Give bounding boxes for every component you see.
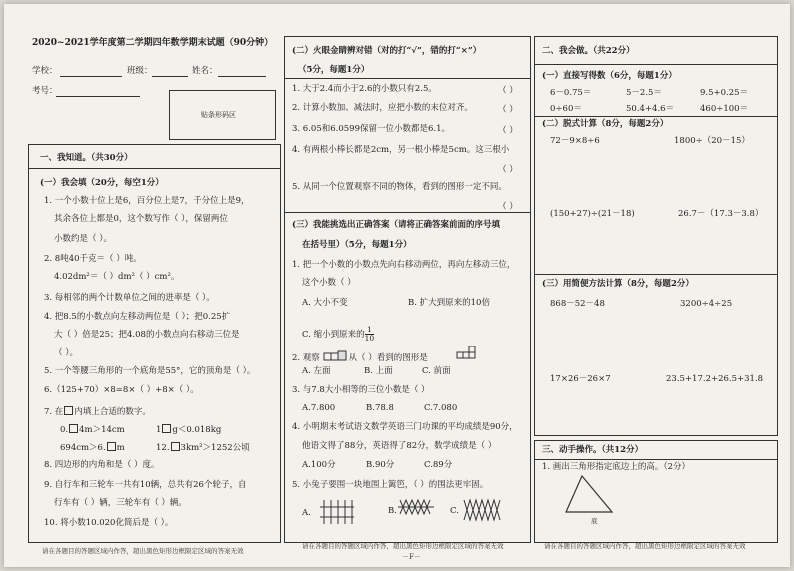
cube-stack-figure xyxy=(323,350,349,362)
choice-q2-option-a[interactable]: A. 左面 xyxy=(302,366,331,376)
question-9-cont: 行车有（ ）辆，三轮车有（ ）辆。 xyxy=(54,498,187,508)
direct-calc-item: 9.5+0.25＝ xyxy=(700,88,749,98)
hands-on-q1: 1. 画出三角形指定底边上的高。（2分） xyxy=(542,462,690,472)
simplify-calc-title: (三）用简便方法计算（8分，每题2分） xyxy=(542,279,694,289)
section-three-title: (三）我能挑选出正确答案（请将正确答案前面的序号填 xyxy=(292,220,501,230)
choice-q4-option-a[interactable]: A.100分 xyxy=(302,460,336,470)
exam-no-label: 考号： xyxy=(32,86,58,96)
q7-item-0: 0. 4m＞14cm xyxy=(60,425,125,435)
choice-q2-option-c[interactable]: C. 前面 xyxy=(422,366,451,376)
exam-no-field[interactable] xyxy=(56,87,140,97)
answer-paren[interactable]: （ ） xyxy=(498,105,518,115)
blank-box[interactable] xyxy=(64,406,73,415)
judge-item-1: 1. 大于2.4而小于2.6的小数只有2.5。 xyxy=(292,84,437,94)
triangle-figure xyxy=(564,474,614,516)
question-2-cont: 4.02dm²＝（ ）dm²（ ）cm²。 xyxy=(54,272,180,282)
choice-q4-option-b[interactable]: B.90分 xyxy=(366,460,395,470)
choice-q3-option-a[interactable]: A.7.800 xyxy=(302,403,336,413)
footer-note-middle: 请在各题目的答题区域内作答，超出黑色矩形边框限定区域的答案无效 xyxy=(302,542,504,550)
question-7: 7. 在 内填上合适的数字。 xyxy=(44,407,151,417)
vertical-calc-item: 1800÷（20－15） xyxy=(674,136,750,146)
divider xyxy=(534,64,777,65)
question-1: 1. 一个小数十位上是6，百分位上是7，千分位上是9， xyxy=(44,196,250,206)
vertical-calc-item: 72－9×8÷6 xyxy=(550,136,600,146)
judge-item-4: 4. 有两根小棒长都是2cm，另一根小棒是5cm。这三根小 xyxy=(292,145,510,155)
judge-item-2: 2. 计算小数加、减法时，应把小数的末位对齐。 xyxy=(292,103,473,113)
divider xyxy=(284,78,530,79)
hands-on-title: 三、动手操作。（共12分） xyxy=(542,445,644,455)
blank-box[interactable] xyxy=(162,424,171,433)
exam-title: 2020~2021学年度第二学期四年数学期末试题（90分钟） xyxy=(32,38,274,48)
fence-figure-a xyxy=(320,498,354,526)
page-number: －F－ xyxy=(402,553,421,561)
divider xyxy=(284,212,530,213)
exam-sheet xyxy=(4,4,790,567)
judge-item-5: 5. 从同一个位置观察不同的物体，看到的图形一定不同。 xyxy=(292,182,507,192)
choice-q1: 1. 把一个小数的小数点先向右移动两位，再向左移动三位， xyxy=(292,260,516,270)
section-three-subtitle: 在括号里）（5分，每题1分） xyxy=(302,240,412,250)
choice-q1-option-a[interactable]: A. 大小不变 xyxy=(302,298,348,308)
divider xyxy=(534,459,777,460)
vertical-calc-title: (二）脱式计算（8分，每题2分） xyxy=(542,119,669,129)
class-label: 班级： xyxy=(127,66,153,76)
direct-calc-title: (一）直接写得数（6分，每题1分） xyxy=(542,71,677,81)
divider xyxy=(534,116,777,117)
question-8: 8. 四边形的内角和是（ ）度。 xyxy=(44,460,160,470)
answer-paren[interactable]: （ ） xyxy=(498,202,518,212)
choice-q2-option-b[interactable]: B. 上面 xyxy=(364,366,393,376)
blank-box[interactable] xyxy=(171,442,180,451)
section-two-subtitle: （5分，每题1分） xyxy=(298,65,370,75)
choice-q1-option-c[interactable]: C. 缩小到原来的 $\frac{1}{10}$ xyxy=(302,325,375,343)
choice-q4: 4. 小明期末考试语文数学英语三门功课的平均成绩是90分， xyxy=(292,422,518,432)
answer-paren[interactable]: （ ） xyxy=(498,165,518,175)
question-4-cont: （ ）。 xyxy=(54,348,78,358)
simplify-calc-item: 3200÷4÷25 xyxy=(680,299,733,309)
school-field[interactable] xyxy=(60,67,122,77)
choice-q1-option-b[interactable]: B. 扩大到原来的10倍 xyxy=(408,298,490,308)
judge-item-3: 3. 6.05和6.0599保留一位小数都是6.1。 xyxy=(292,124,450,134)
view-figure xyxy=(456,346,478,360)
q7-item-1: 1 g＜0.018kg xyxy=(156,425,222,435)
name-field[interactable] xyxy=(218,67,266,77)
fraction: $\frac{1}{10}$ xyxy=(364,325,375,343)
calc-section-title: 二、我会做。（共22分） xyxy=(542,46,635,56)
divider xyxy=(28,168,280,169)
fence-figure-c xyxy=(462,498,502,522)
q7-item-3: 12. 3km²＞1252公顷 xyxy=(156,443,250,453)
divider xyxy=(534,274,777,275)
question-2: 2. 8吨40千克＝（ ）吨。 xyxy=(44,254,142,264)
vertical-calc-item: 26.7－（17.3－3.8） xyxy=(678,209,764,219)
question-3: 3. 每相邻的两个计数单位之间的进率是（ ）。 xyxy=(44,293,215,303)
name-label: 姓名： xyxy=(192,66,218,76)
choice-q4-option-c[interactable]: C.89分 xyxy=(424,460,453,470)
answer-paren[interactable]: （ ） xyxy=(498,86,518,96)
choice-q3-option-b[interactable]: B.78.8 xyxy=(366,403,394,413)
footer-note-right: 请在各题目的答题区域内作答，超出黑色矩形边框限定区域的答案无效 xyxy=(544,542,746,550)
barcode-label: 贴条形码区 xyxy=(201,111,236,119)
question-4-cont: 大（ ）倍是25；把4.08的小数点向右移动三位是 xyxy=(54,330,240,340)
school-label: 学校： xyxy=(32,66,58,76)
choice-q5: 5. 小兔子要围一块地围上篱笆，（ ）的围法更牢固。 xyxy=(292,480,489,490)
choice-q1-cont: 这个小数（ ） xyxy=(302,278,356,288)
choice-q4-cont: 他语文得了88分，英语得了82分，数学成绩是（ ） xyxy=(302,441,497,451)
blank-box[interactable] xyxy=(107,442,116,451)
direct-calc-item: 5－2.5＝ xyxy=(626,88,662,98)
vertical-calc-item: (150+27)÷(21－18) xyxy=(550,209,635,219)
direct-calc-item: 460÷100＝ xyxy=(700,104,749,114)
simplify-calc-item: 23.5+17.2+26.5+31.8 xyxy=(666,374,764,384)
part1-title: (一）我会填（20分，每空1分） xyxy=(40,178,164,188)
footer-note-left: 请在各题目的答题区域内作答，超出黑色矩形边框限定区域的答案无效 xyxy=(42,547,244,555)
blank-box[interactable] xyxy=(69,424,78,433)
answer-paren[interactable]: （ ） xyxy=(498,126,518,136)
choice-q2: 2. 观察 从（ ）看到的图形是 xyxy=(292,350,428,364)
direct-calc-item: 0÷60＝ xyxy=(550,104,582,114)
question-6: 6.（125+70）×8=8×（ ）+8×（ ）。 xyxy=(44,385,199,395)
simplify-calc-item: 868－52－48 xyxy=(550,299,605,309)
question-5: 5. 一个等腰三角形的一个底角是55°，它的顶角是（ ）。 xyxy=(44,366,256,376)
choice-q5-option-a[interactable]: A. xyxy=(302,508,311,518)
question-9: 9. 自行车和三轮车一共有10辆，总共有26个轮子，自 xyxy=(44,480,247,490)
choice-q5-option-b[interactable]: B. xyxy=(388,506,397,516)
question-1-cont: 小数约是（ ）。 xyxy=(54,234,112,244)
question-4: 4. 把8.5的小数点向左移动两位是（ ）；把0.25扩 xyxy=(44,312,231,322)
q7-item-2: 694cm＞6. m xyxy=(60,443,125,453)
fence-figure-b xyxy=(398,498,434,516)
section-two-title: (二）火眼金睛辨对错（对的打“√”，错的打“×”） xyxy=(292,46,482,56)
choice-q3: 3. 与7.8大小相等的三位小数是（ ） xyxy=(292,385,430,395)
class-field[interactable] xyxy=(152,67,188,77)
question-10: 10. 将小数10.020化简后是（ ）。 xyxy=(44,518,174,528)
section-one-title: 一、我知道。（共30分） xyxy=(40,153,133,163)
direct-calc-item: 50.4+4.6＝ xyxy=(626,104,675,114)
triangle-base-label: 底 xyxy=(591,517,598,525)
question-1-cont: 其余各位上都是0，这个数写作（ ），保留两位 xyxy=(54,214,228,224)
direct-calc-item: 6－0.75＝ xyxy=(550,88,592,98)
simplify-calc-item: 17×26－26×7 xyxy=(550,374,611,384)
choice-q3-option-c[interactable]: C.7.080 xyxy=(424,403,458,413)
choice-q5-option-c[interactable]: C. xyxy=(450,506,459,516)
